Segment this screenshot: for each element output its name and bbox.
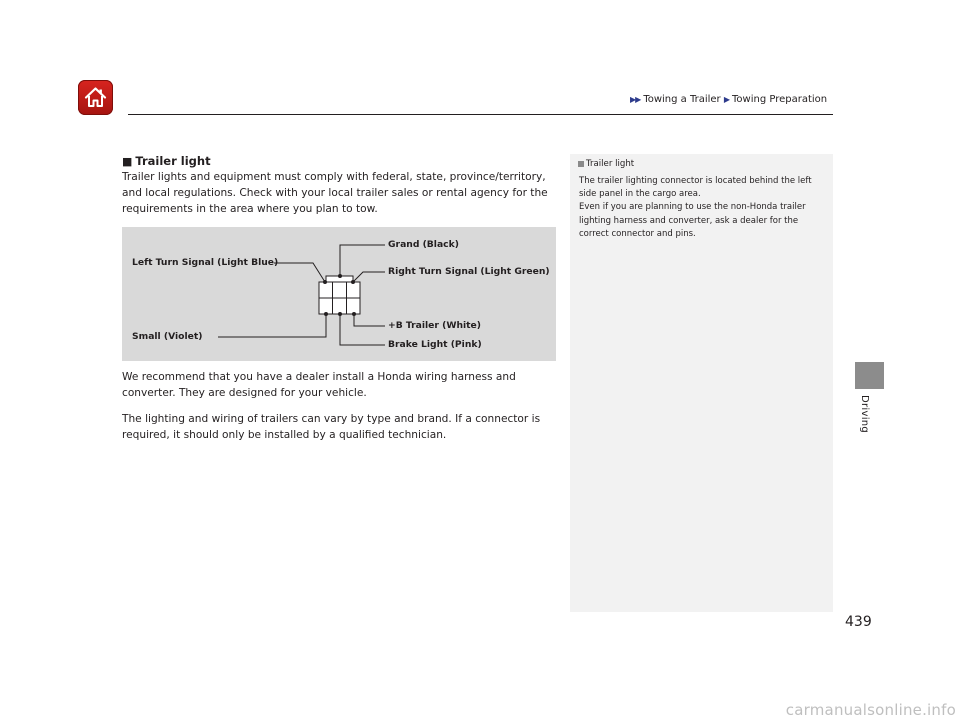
main-content [122, 154, 556, 443]
breadcrumb-arrow-icon: ▶ [723, 95, 730, 104]
square-bullet-icon: ■ [122, 155, 133, 168]
breadcrumb-item-towing-preparation[interactable]: Towing Preparation [732, 94, 828, 105]
sidebar-note [570, 154, 833, 612]
label-ground: Grand (Black) [388, 239, 459, 250]
connector-diagram [122, 227, 556, 361]
sidebar-body [579, 175, 825, 241]
label-b-trailer: +B Trailer (White) [388, 320, 481, 331]
section-heading-text: Trailer light [135, 154, 211, 168]
section-heading [122, 154, 556, 169]
sidebar-line: Even if you are planning to use the non-Honda trailer lighting harness and converter, ask a dealer for the correct connector and pins. [579, 202, 806, 239]
section-tab[interactable] [855, 362, 884, 389]
breadcrumb [630, 94, 827, 105]
page-number: 439 [845, 614, 872, 630]
section-label: Driving [859, 395, 870, 434]
intro-paragraph: Trailer lights and equipment must comply with federal, state, province/territory, and local regulations. Check with your local trailer sales or rental agency for the requirements in the area where you plan to tow. [122, 171, 548, 215]
label-left-turn-signal: Left Turn Signal (Light Blue) [132, 257, 279, 268]
sidebar-line: The trailer lighting connector is located behind the left side panel in the cargo area. [579, 176, 812, 200]
lighting-paragraph: The lighting and wiring of trailers can vary by type and brand. If a connector is required, it should only be installed by a qualified technician. [122, 413, 541, 441]
breadcrumb-arrow-icon: ▶▶ [630, 95, 641, 104]
home-button[interactable] [78, 80, 113, 115]
note-marker-icon [578, 161, 584, 167]
label-brake-light: Brake Light (Pink) [388, 339, 482, 350]
sidebar-title-text: Trailer light [586, 159, 635, 169]
label-small: Small (Violet) [132, 331, 203, 342]
home-icon [83, 85, 108, 110]
label-right-turn-signal: Right Turn Signal (Light Green) [388, 266, 550, 277]
breadcrumb-item-towing-a-trailer[interactable]: Towing a Trailer [643, 94, 721, 105]
sidebar-title [578, 159, 634, 169]
recommend-paragraph: We recommend that you have a dealer install a Honda wiring harness and converter. They are designed for your vehicle. [122, 371, 516, 399]
footer-watermark: carmanualsonline.info [785, 701, 956, 719]
header-rule [128, 114, 833, 115]
